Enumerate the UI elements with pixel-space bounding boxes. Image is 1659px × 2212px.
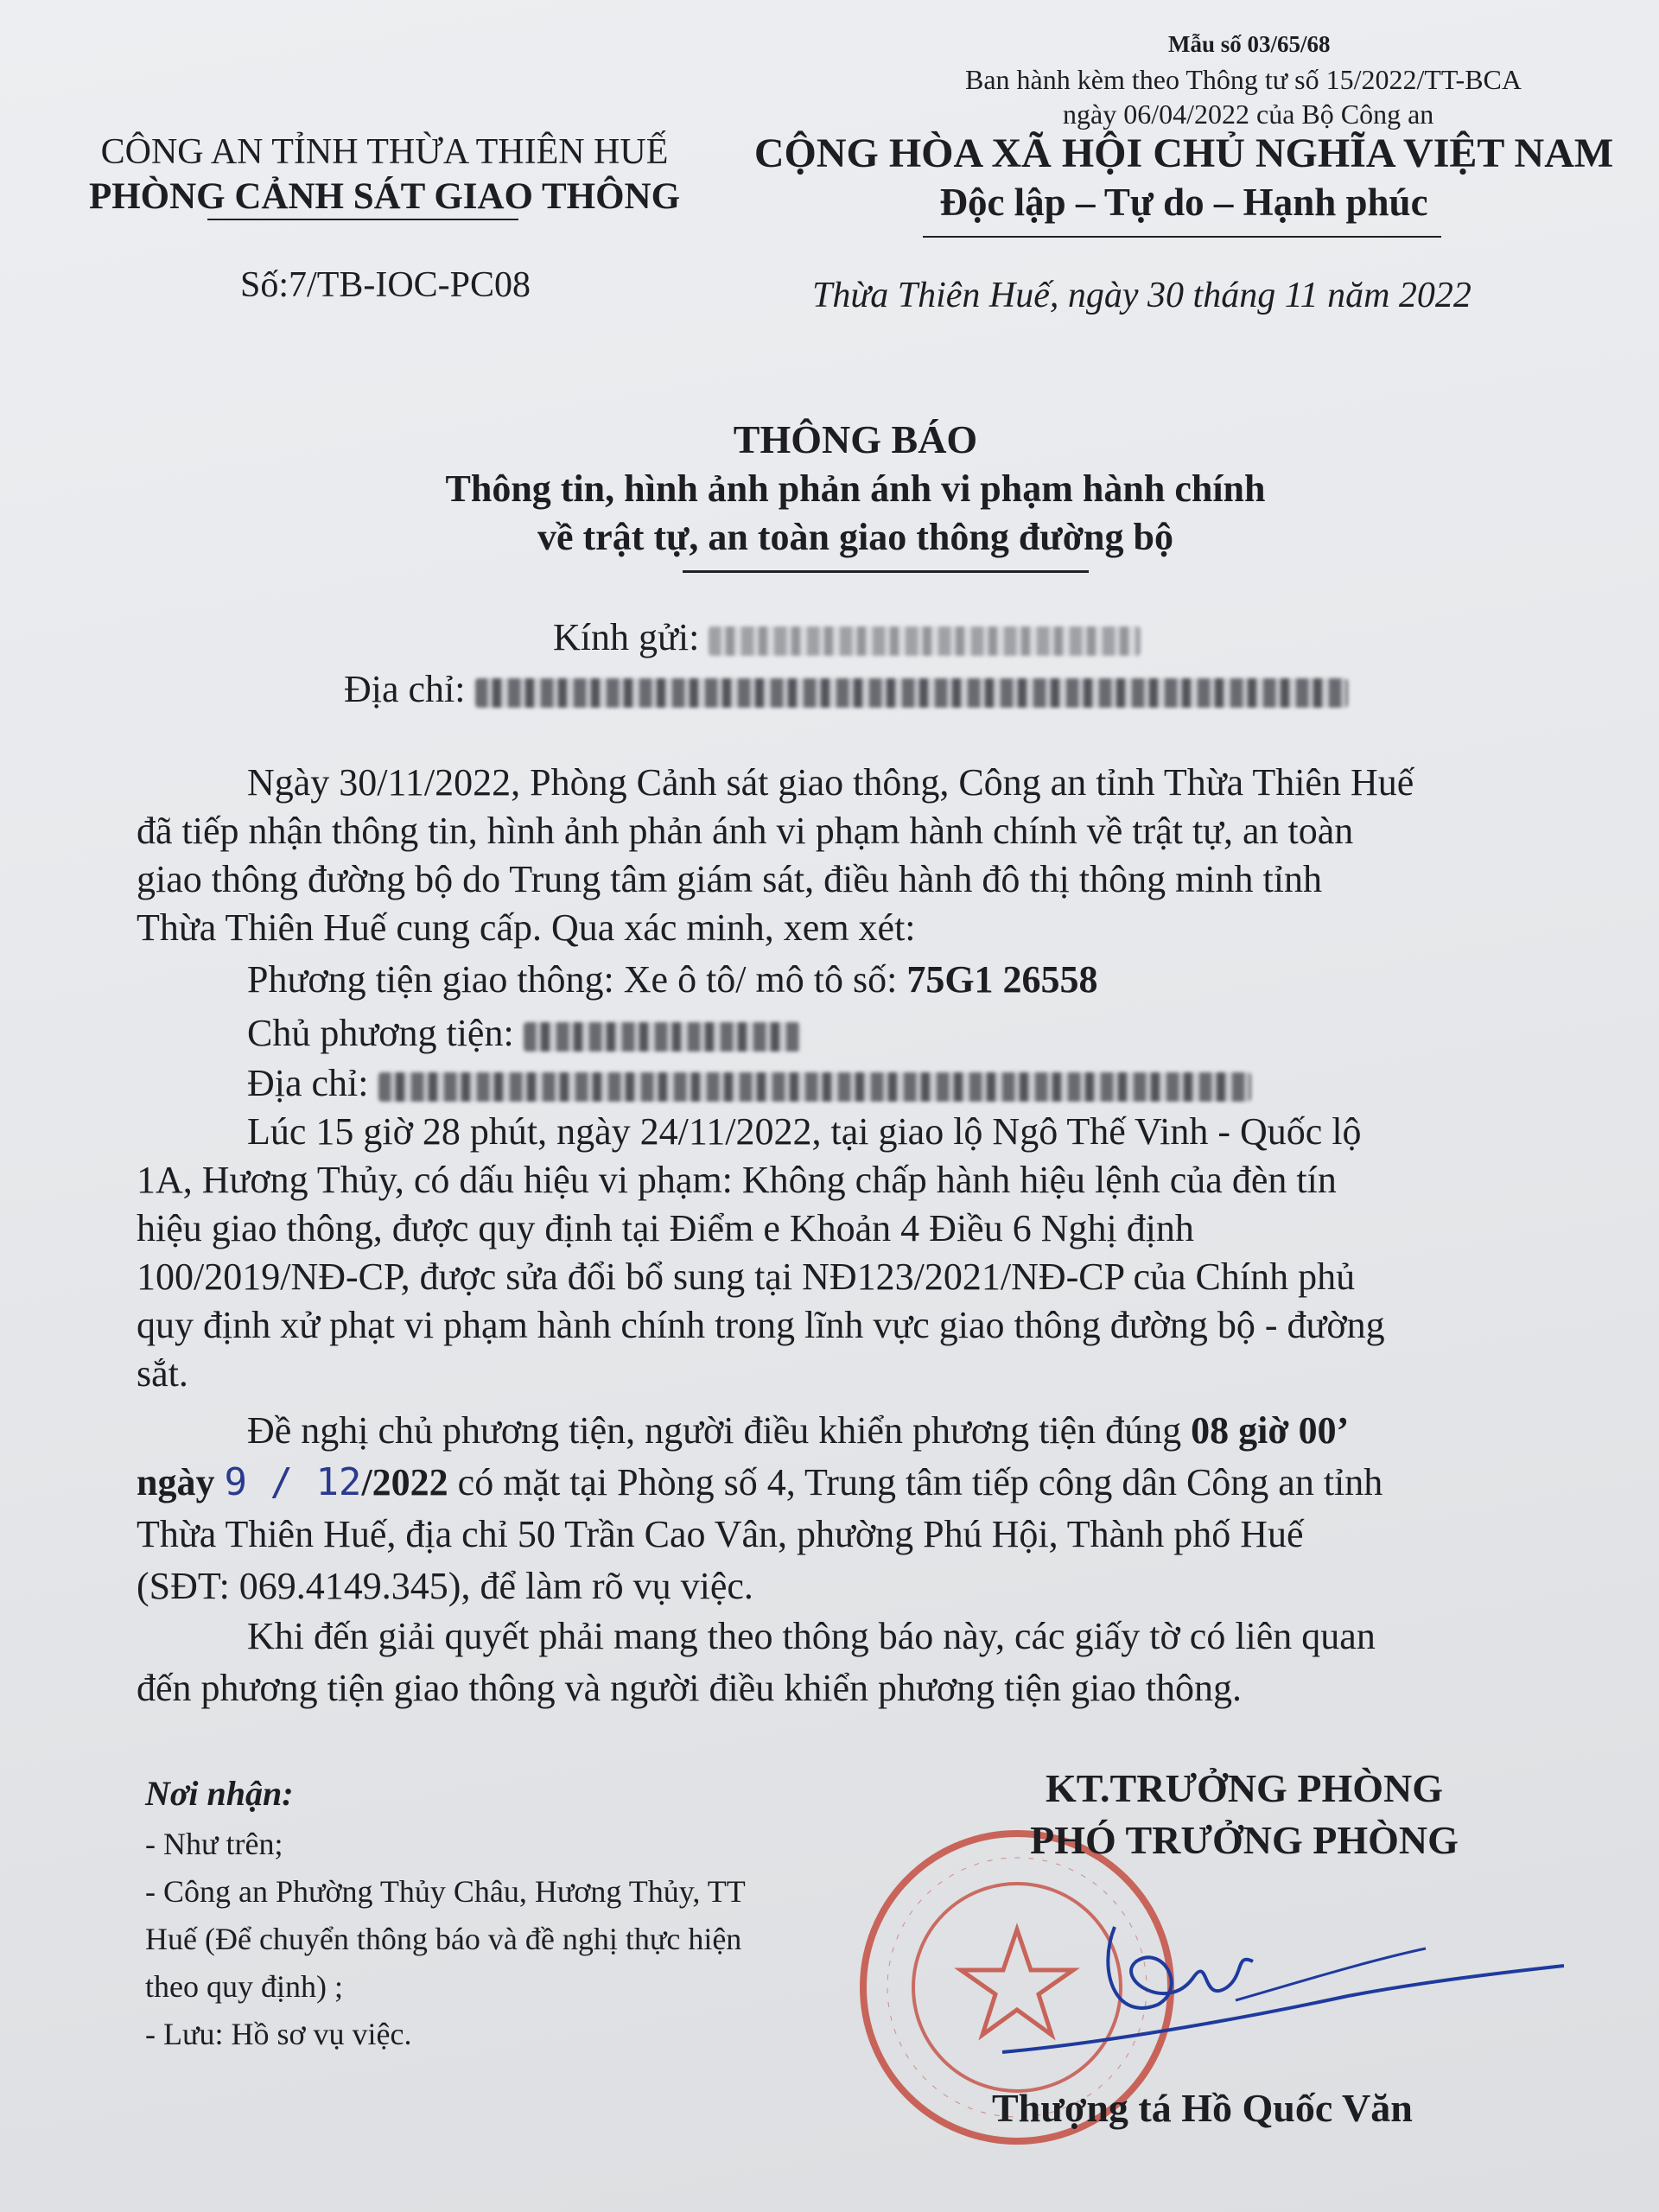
body-p3-line-3: Thừa Thiên Huế, địa chỉ 50 Trần Cao Vân, phường Phú Hội, Thành phố Huế: [137, 1513, 1304, 1555]
body-p2-line-5: quy định xử phạt vi phạm hành chính trong lĩnh vực giao thông đường bộ - đường: [137, 1304, 1385, 1346]
body-p1-line-1: Ngày 30/11/2022, Phòng Cảnh sát giao thông, Công an tỉnh Thừa Thiên Huế: [247, 761, 1414, 804]
owner-address-line: [247, 1061, 1251, 1105]
vehicle-label: Phương tiện giao thông: Xe ô tô/ mô tô số:: [247, 958, 898, 1001]
nation-name: CỘNG HÒA XÃ HỘI CHỦ NGHĨA VIỆT NAM: [753, 130, 1614, 176]
owner-label: Chủ phương tiện:: [247, 1012, 514, 1054]
place-date: Thừa Thiên Huế, ngày 30 tháng 11 năm 2022: [812, 276, 1471, 315]
body-p3-line-4: (SĐT: 069.4149.345), để làm rõ vụ việc.: [137, 1565, 753, 1607]
document-number: Số:7/TB-IOC-PC08: [240, 265, 531, 305]
receiver-item-3: Huế (Để chuyển thông báo và đề nghị thực hiện: [145, 1922, 742, 1956]
national-motto: Độc lập – Tự do – Hạnh phúc: [939, 181, 1428, 224]
receiver-item-1: - Như trên;: [145, 1827, 283, 1861]
signer-name: Thượng tá Hồ Quốc Văn: [992, 2086, 1413, 2130]
appointment-year: /2022: [361, 1461, 448, 1503]
receiver-item-2: - Công an Phường Thủy Châu, Hương Thủy, TT: [145, 1874, 746, 1909]
receiver-item-5: - Lưu: Hồ sơ vụ việc.: [145, 2017, 412, 2051]
issued-by-line-1: Ban hành kèm theo Thông tư số 15/2022/TT-BCA: [965, 64, 1522, 95]
recipient-label: Kính gửi:: [553, 616, 700, 658]
body-p1-line-2: đã tiếp nhận thông tin, hình ảnh phản ánh vi phạm hành chính về trật tự, an toàn: [137, 810, 1354, 852]
body-p4-line-1: Khi đến giải quyết phải mang theo thông báo này, các giấy tờ có liên quan: [247, 1615, 1376, 1657]
vehicle-line: [247, 957, 1098, 1001]
body-p1-line-4: Thừa Thiên Huế cung cấp. Qua xác minh, xem xét:: [137, 906, 916, 949]
redacted-owner-name: [524, 1022, 800, 1052]
title-sub-2: về trật tự, an toàn giao thông đường bộ: [537, 516, 1173, 558]
receiver-item-4: theo quy định) ;: [145, 1969, 343, 2004]
form-number: Mẫu số 03/65/68: [1168, 31, 1331, 57]
body-p2-line-3: hiệu giao thông, được quy định tại Điểm e Khoản 4 Điều 6 Nghị định: [137, 1207, 1194, 1249]
vehicle-plate: 75G1 26558: [906, 958, 1098, 1001]
body-p2-line-6: sắt.: [137, 1352, 188, 1395]
appointment-place: có mặt tại Phòng số 4, Trung tâm tiếp công dân Công an tỉnh: [457, 1461, 1383, 1503]
title-sub-1: Thông tin, hình ảnh phản ánh vi phạm hành chính: [445, 467, 1266, 510]
body-p4-line-2: đến phương tiện giao thông và người điều khiển phương tiện giao thông.: [137, 1667, 1243, 1709]
body-p3-line-1: [247, 1408, 1349, 1452]
title-main: THÔNG BÁO: [733, 417, 978, 461]
signature-role-1: KT.TRƯỞNG PHÒNG: [1046, 1766, 1443, 1810]
body-p1-line-3: giao thông đường bộ do Trung tâm giám sát, điều hành đô thị thông minh tỉnh: [137, 858, 1322, 900]
appointment-time: 08 giờ 00’: [1191, 1409, 1350, 1452]
appointment-day-label: ngày: [137, 1461, 215, 1503]
appointment-day-handwritten: 9 / 12: [224, 1460, 362, 1504]
handwritten-signature: [968, 1858, 1573, 2117]
owner-address-label: Địa chỉ:: [247, 1062, 369, 1104]
body-p2-line-1: Lúc 15 giờ 28 phút, ngày 24/11/2022, tại giao lộ Ngô Thế Vinh - Quốc lộ: [247, 1110, 1362, 1153]
body-p2-line-4: 100/2019/NĐ-CP, được sửa đổi bổ sung tại NĐ123/2021/NĐ-CP của Chính phủ: [137, 1255, 1356, 1298]
body-p3-line-1-text: Đề nghị chủ phương tiện, người điều khiển phương tiện đúng: [247, 1409, 1182, 1452]
agency-name: CÔNG AN TỈNH THỪA THIÊN HUẾ: [100, 132, 669, 172]
recipient-address-label: Địa chỉ:: [344, 668, 466, 710]
redacted-owner-address: [378, 1072, 1251, 1102]
signature-role-2: PHÓ TRƯỞNG PHÒNG: [1030, 1818, 1459, 1862]
department-name: PHÒNG CẢNH SÁT GIAO THÔNG: [88, 176, 681, 217]
issued-by-line-2: ngày 06/04/2022 của Bộ Công an: [1063, 99, 1434, 130]
receivers-block: [145, 1773, 746, 2058]
receivers-label: Nơi nhận:: [145, 1774, 294, 1813]
body-p3-line-2: [137, 1460, 1382, 1504]
body-p2-line-2: 1A, Hương Thủy, có dấu hiệu vi phạm: Không chấp hành hiệu lệnh của đèn tín: [137, 1159, 1337, 1201]
signature-block: [916, 1763, 1573, 1866]
owner-line: [247, 1011, 800, 1055]
